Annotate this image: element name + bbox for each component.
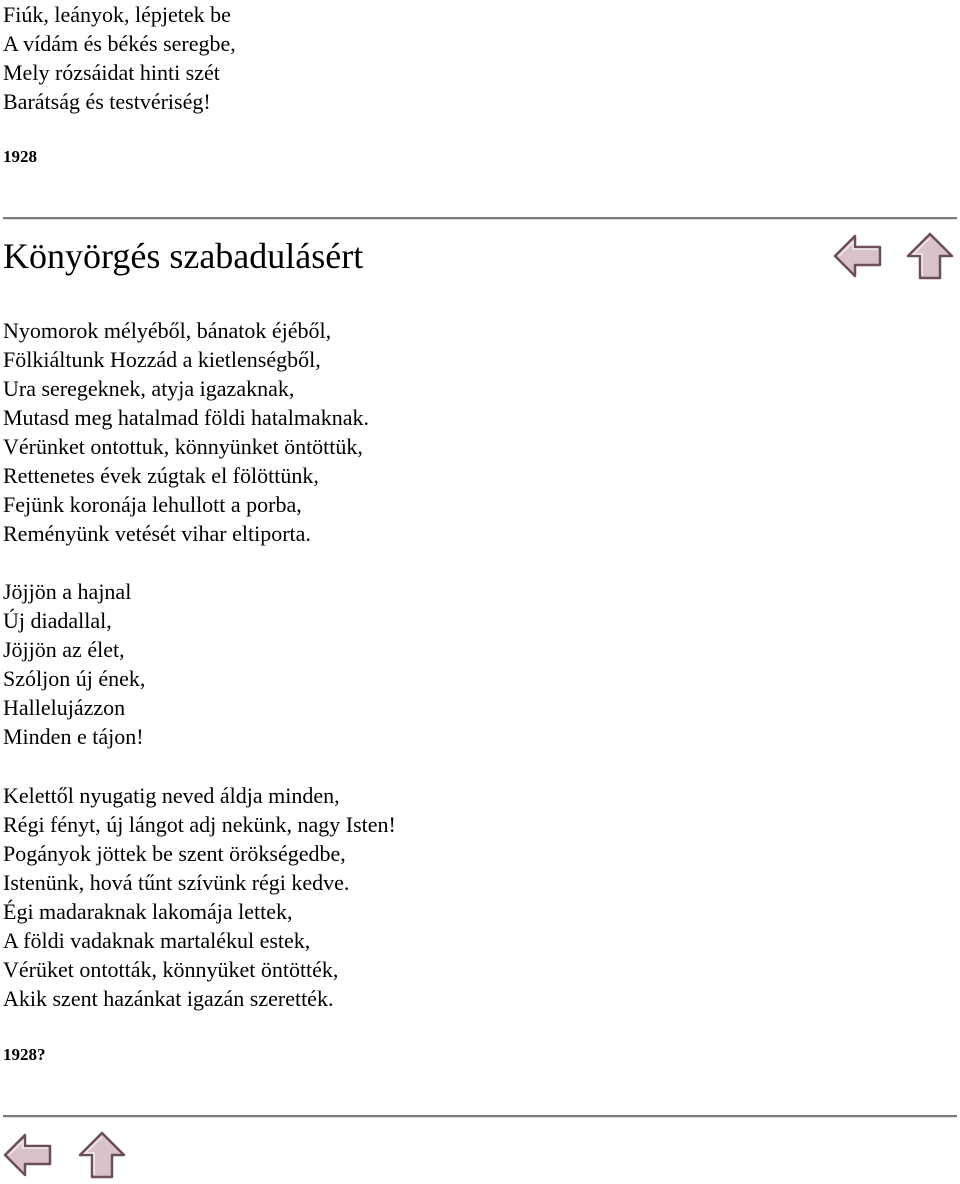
poem-line: Vérüket ontották, könnyüket öntötték, bbox=[3, 957, 339, 982]
poem-line: Reményünk vetését vihar eltiporta. bbox=[3, 521, 311, 546]
poem-line: Fölkiáltunk Hozzád a kietlenségből, bbox=[3, 347, 321, 372]
poem-line: Fiúk, leányok, lépjetek be bbox=[3, 2, 231, 27]
poem-line: Vérünket ontottuk, könnyünket öntöttük, bbox=[3, 434, 363, 459]
poem-title: Könyörgés szabadulásért bbox=[3, 236, 364, 276]
poem-line: Mely rózsáidat hinti szét bbox=[3, 60, 220, 85]
poem-line: Mutasd meg hatalmad földi hatalmaknak. bbox=[3, 405, 369, 430]
poem-line: Régi fényt, új lángot adj nekünk, nagy Isten! bbox=[3, 812, 396, 837]
previous-poem-year: 1928 bbox=[3, 147, 37, 166]
poem-line: Ura seregeknek, atyja igazaknak, bbox=[3, 376, 295, 401]
poem-line: Fejünk koronája lehullott a porba, bbox=[3, 492, 302, 517]
poem-stanza-1 bbox=[3, 316, 369, 548]
poem-line: Jöjjön a hajnal bbox=[3, 579, 132, 604]
back-arrow-icon[interactable] bbox=[3, 1132, 53, 1178]
poem-line: Pogányok jöttek be szent örökségedbe, bbox=[3, 841, 346, 866]
poem-year: 1928? bbox=[3, 1045, 46, 1064]
poem-stanza-3 bbox=[3, 781, 396, 1013]
poem-line: Akik szent hazánkat igazán szerették. bbox=[3, 986, 334, 1011]
poem-line: A földi vadaknak martalékul estek, bbox=[3, 928, 311, 953]
previous-poem-stanza bbox=[3, 0, 236, 116]
poem-line: Hallelujázzon bbox=[3, 695, 126, 720]
poem-line: Minden e tájon! bbox=[3, 724, 144, 749]
poem-line: Égi madaraknak lakomája lettek, bbox=[3, 899, 293, 924]
poem-line: Barátság és testvériség! bbox=[3, 89, 211, 114]
poem-line: Szóljon új ének, bbox=[3, 666, 146, 691]
poem-line: A vídám és békés seregbe, bbox=[3, 31, 236, 56]
poem-line: Nyomorok mélyéből, bánatok éjéből, bbox=[3, 318, 332, 343]
poem-line: Új diadallal, bbox=[3, 608, 112, 633]
up-arrow-icon[interactable] bbox=[905, 232, 955, 280]
poem-line: Kelettől nyugatig neved áldja minden, bbox=[3, 783, 340, 808]
horizontal-rule-bottom bbox=[3, 1115, 957, 1118]
poem-line: Istenünk, hová tűnt szívünk régi kedve. bbox=[3, 870, 350, 895]
back-arrow-icon[interactable] bbox=[833, 233, 883, 279]
poem-line: Jöjjön az élet, bbox=[3, 637, 125, 662]
up-arrow-icon[interactable] bbox=[77, 1131, 127, 1179]
poem-line: Rettenetes évek zúgtak el fölöttünk, bbox=[3, 463, 319, 488]
horizontal-rule-top bbox=[3, 217, 957, 220]
poem-stanza-2 bbox=[3, 577, 145, 751]
